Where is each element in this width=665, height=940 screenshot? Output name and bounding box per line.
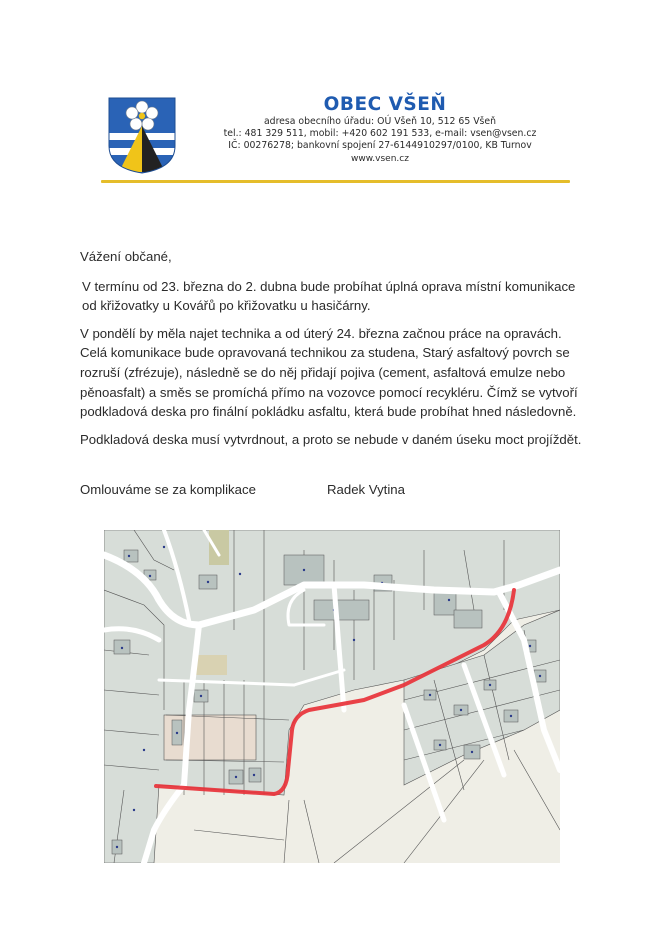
paragraph-schedule: V termínu od 23. března do 2. dubna bude probíhat úplná oprava místní komunikace od křižovatky u Kovářů po křižovatku u hasičárny. <box>82 278 576 314</box>
letterhead <box>190 94 570 165</box>
municipality-name: OBEC VŠEŇ <box>323 94 447 115</box>
office-address: adresa obecního úřadu: OÚ Všeň 10, 512 65 Všeň <box>263 116 497 127</box>
cadastral-map <box>104 530 560 863</box>
header-divider <box>101 180 570 183</box>
plot-beige <box>194 655 227 675</box>
coat-of-arms-icon <box>107 96 177 174</box>
website-link[interactable]: www.vsen.cz <box>351 153 409 164</box>
plot-sand <box>209 530 229 565</box>
paragraph-closure: Podkladová deska musí vytvrdnout, a proto se nebude v daném úseku moct projíždět. <box>80 431 582 447</box>
contact-info: tel.: 481 329 511, mobil: +420 602 191 533, e-mail: vsen@vsen.cz <box>223 128 537 140</box>
bank-info: IČ: 00276278; bankovní spojení 27-6144910297/0100, KB Turnov <box>228 140 532 152</box>
apology-text: Omlouváme se za komplikace <box>80 482 256 497</box>
paragraph-works: V pondělí by měla najet technika a od úterý 24. března začnou práce na opravách. Celá komunikace bude opravovaná technikou za studena, Starý asfaltový povrch se rozruší (zfrézuje), následně se do něj přidají pojiva (cement, asfaltová emulze nebo pěnoasfalt) a směs se promíchá přímo na vozovce pomocí recykléru. Čímž se vytvoří podkladová deska pro finální pokládku asfaltu, která bude probíhat hned následovně. <box>80 325 578 420</box>
letter-body <box>80 247 590 457</box>
signature-name: Radek Vytina <box>327 482 405 497</box>
salutation: Vážení občané, <box>80 249 172 264</box>
